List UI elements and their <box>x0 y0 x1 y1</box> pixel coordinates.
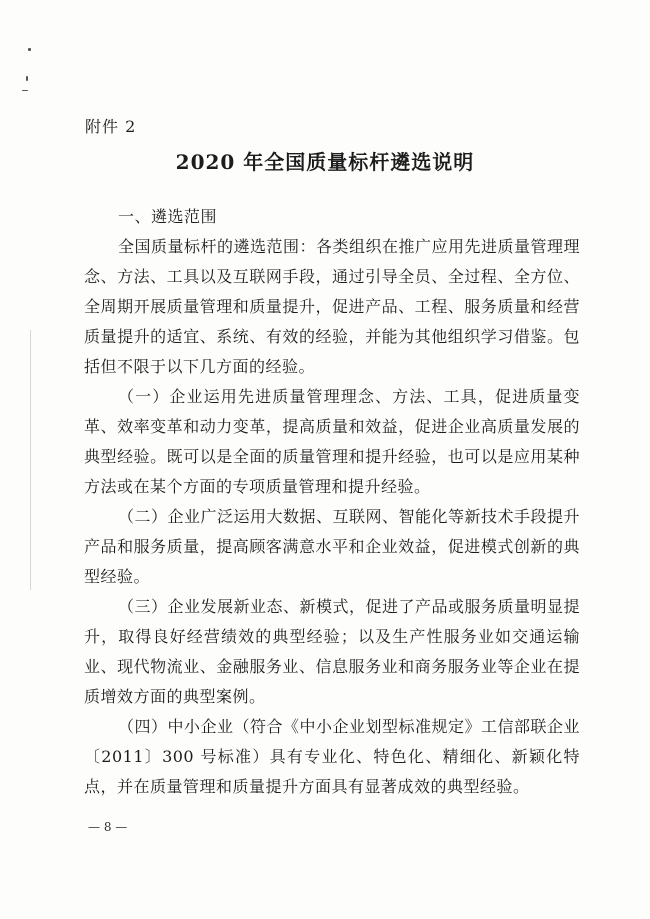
attachment-label: 附件 2 <box>85 117 137 136</box>
page-number-text: 8 — <box>103 820 128 834</box>
document-body <box>84 202 580 802</box>
body-paragraph: （三）企业发展新业态、新模式，促进了产品或服务质量明显提升，取得良好经营绩效的典型经验；以及生产性服务业如交通运输业、现代物流业、金融服务业、信息服务业和商务服务业等企业在提质增效方面的典型案例。 <box>84 597 581 706</box>
scan-speck <box>26 76 28 81</box>
scan-speck <box>22 90 28 91</box>
body-paragraph: （一）企业运用先进质量管理理念、方法、工具，促进质量变革、效率变革和动力变革，提高质量和效益，促进企业高质量发展的典型经验。既可以是全面的质量管理和提升经验，也可以是应用某种方法或在某个方面的专项质量管理和提升经验。 <box>84 387 580 496</box>
document-title: 2020 年全国质量标杆遴选说明 <box>175 150 475 174</box>
section-heading: 一、遴选范围 <box>118 207 218 226</box>
body-paragraph: 全国质量标杆的遴选范围：各类组织在推广应用先进质量管理理念、方法、工具以及互联网手段，通过引导全员、全过程、全方位、全周期开展质量管理和质量提升，促进产品、工程、服务质量和经营质量提升的适宜、系统、有效的经验，并能为其他组织学习借鉴。包括但不限于以下几方面的经验。 <box>84 237 581 376</box>
body-paragraph: （四）中小企业（符合《中小企业划型标准规定》工信部联企业〔2011〕300 号标准）具有专业化、特色化、精细化、新颖化特点，并在质量管理和质量提升方面具有显著成效的典型经验。 <box>84 717 581 796</box>
body-paragraph: （二）企业广泛运用大数据、互联网、智能化等新技术手段提升产品和服务质量，提高顾客满意水平和企业效益，促进模式创新的典型经验。 <box>84 507 581 586</box>
binding-margin-line <box>30 330 31 590</box>
scan-speck <box>28 48 31 51</box>
page-number: — 8 — <box>88 820 128 834</box>
